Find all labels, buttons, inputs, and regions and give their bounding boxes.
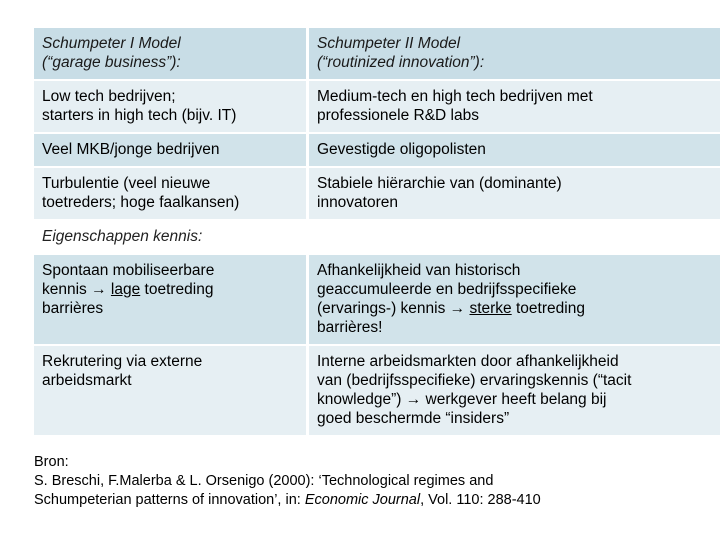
cell-text: toetreders; hoge faalkansen) [42, 194, 240, 211]
cell-right [308, 345, 720, 436]
source-label: Bron: [34, 454, 69, 470]
cell-text: Veel MKB/jonge bedrijven [42, 141, 220, 158]
header-right-subtitle: (“routinized innovation”): [317, 54, 485, 71]
source-line-2 [34, 491, 714, 510]
table-header-row [34, 28, 720, 80]
cell-text: knowledge”) → werkgever heeft belang bij [317, 391, 607, 408]
header-right-title: Schumpeter II Model [317, 35, 461, 52]
underlined-term-strong: sterke [469, 300, 512, 317]
cell-text: barrières! [317, 319, 383, 336]
cell-text: Interne arbeidsmarkten door afhankelijkheid [317, 353, 619, 370]
cell-text: Gevestigde oligopolisten [317, 141, 486, 158]
table-row [34, 167, 720, 220]
cell-text: Rekrutering via externe [42, 353, 203, 370]
cell-text: barrières [42, 300, 104, 317]
source-text: Schumpeterian patterns of innovation’, in: [34, 492, 305, 508]
cell-text: Turbulentie (veel nieuwe [42, 175, 211, 192]
source-text: , Vol. 110: 288-410 [420, 492, 541, 508]
cell-text: professionele R&D labs [317, 107, 479, 124]
cell-text: toetreding [511, 300, 585, 317]
cell-text: geaccumuleerde en bedrijfsspecifieke [317, 281, 577, 298]
header-schumpeter-i [34, 28, 308, 80]
table-row [34, 133, 720, 167]
section-row [34, 220, 720, 254]
table-row [34, 345, 720, 436]
source-citation [34, 453, 714, 510]
source-line-1: S. Breschi, F.Malerba & L. Orsenigo (2000): ‘Technological regimes and [34, 473, 494, 489]
journal-name: Economic Journal [304, 492, 421, 508]
cell-right [308, 254, 720, 345]
table-row [34, 254, 720, 345]
cell-right [308, 133, 720, 167]
cell-text: Afhankelijkheid van historisch [317, 262, 521, 279]
underlined-term-low: lage [110, 281, 141, 298]
cell-left [34, 80, 308, 133]
cell-text: goed beschermde “insiders” [317, 410, 510, 427]
section-label: Eigenschappen kennis: [34, 220, 720, 254]
cell-left [34, 254, 308, 345]
cell-right [308, 80, 720, 133]
cell-text: Low tech bedrijven; [42, 88, 176, 105]
cell-text: Spontaan mobiliseerbare [42, 262, 215, 279]
header-schumpeter-ii [308, 28, 720, 80]
header-left-title: Schumpeter I Model [42, 35, 181, 52]
cell-text: van (bedrijfsspecifieke) ervaringskennis (“tacit [317, 372, 632, 389]
cell-text: Medium-tech en high tech bedrijven met [317, 88, 593, 105]
cell-text: (ervarings-) kennis → [317, 300, 470, 317]
cell-text: starters in high tech (bijv. IT) [42, 107, 237, 124]
cell-text: arbeidsmarkt [42, 372, 132, 389]
cell-text: toetreding [140, 281, 214, 298]
cell-text: kennis → [42, 281, 111, 298]
cell-left [34, 345, 308, 436]
comparison-table [34, 28, 720, 437]
table-row [34, 80, 720, 133]
cell-left [34, 133, 308, 167]
cell-text: innovatoren [317, 194, 399, 211]
cell-left [34, 167, 308, 220]
cell-text: Stabiele hiërarchie van (dominante) [317, 175, 562, 192]
header-left-subtitle: (“garage business”): [42, 54, 181, 71]
cell-right [308, 167, 720, 220]
